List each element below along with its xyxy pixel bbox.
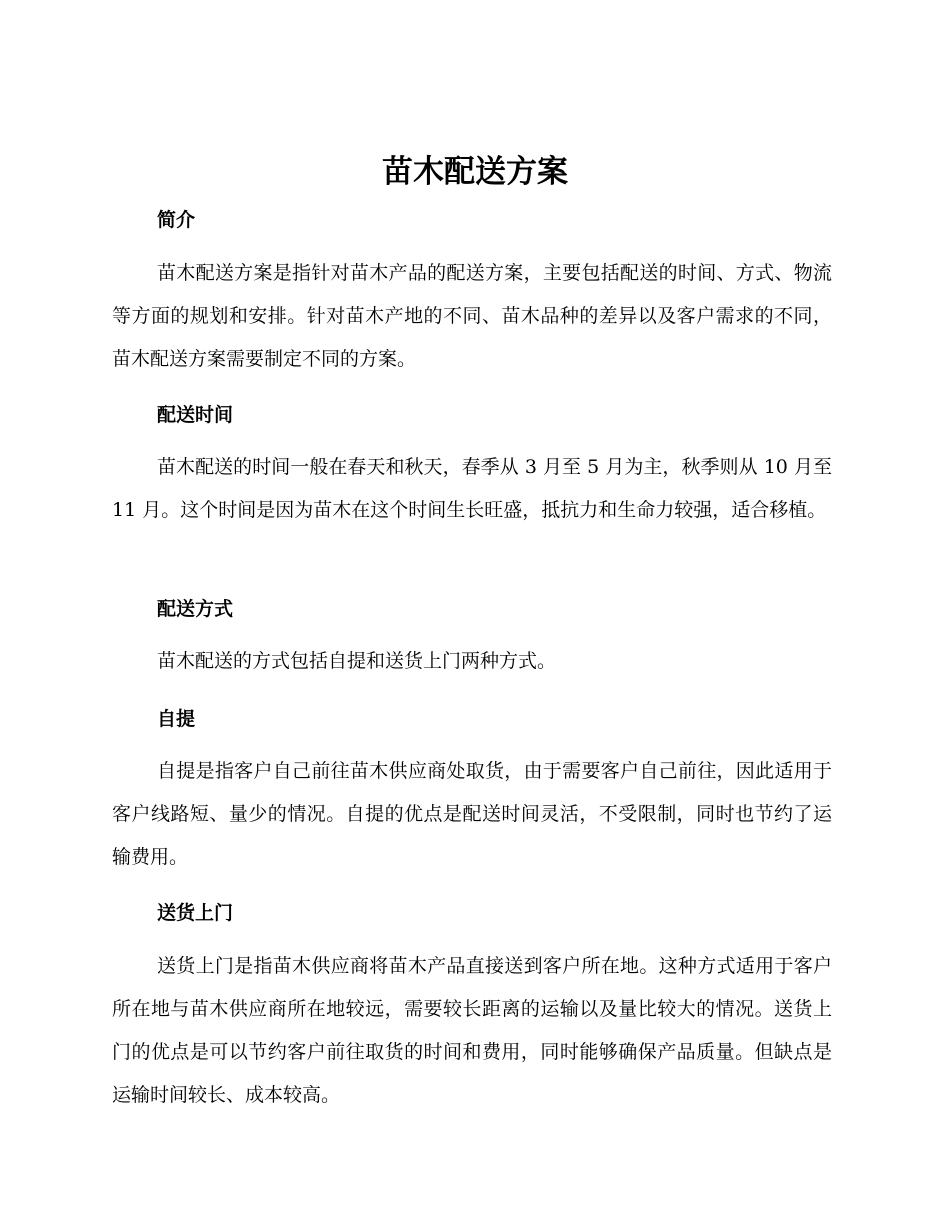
section-body-self-pickup: 自提是指客户自己前往苗木供应商处取货，由于需要客户自己前往，因此适用于客户线路短、量少的情况。自提的优点是配送时间灵活，不受限制，同时也节约了运输费用。 xyxy=(112,760,832,868)
page-title: 苗木配送方案 xyxy=(382,154,568,190)
section-heading-door-delivery: 送货上门 xyxy=(157,902,234,924)
section-body-intro: 苗木配送方案是指针对苗木产品的配送方案，主要包括配送的时间、方式、物流等方面的规划和安排。针对苗木产地的不同、苗木品种的差异以及客户需求的不同，苗木配送方案需要制定不同的方案。 xyxy=(112,262,832,370)
section-heading-delivery-time: 配送时间 xyxy=(157,404,234,426)
section-heading-delivery-method: 配送方式 xyxy=(157,598,234,620)
section-heading-intro: 简介 xyxy=(157,209,196,231)
section-body-door-delivery: 送货上门是指苗木供应商将苗木产品直接送到客户所在地。这种方式适用于客户所在地与苗木供应商所在地较远，需要较长距离的运输以及量比较大的情况。送货上门的优点是可以节约客户前往取货的时间和费用，同时能够确保产品质量。但缺点是运输时间较长、成本较高。 xyxy=(112,955,832,1106)
section-body-delivery-time: 苗木配送的时间一般在春天和秋天，春季从 3 月至 5 月为主，秋季则从 10 月至 11 月。这个时间是因为苗木在这个时间生长旺盛，抵抗力和生命力较强，适合移植。 xyxy=(112,456,832,521)
section-heading-self-pickup: 自提 xyxy=(157,708,196,730)
section-body-delivery-method: 苗木配送的方式包括自提和送货上门两种方式。 xyxy=(157,650,557,672)
